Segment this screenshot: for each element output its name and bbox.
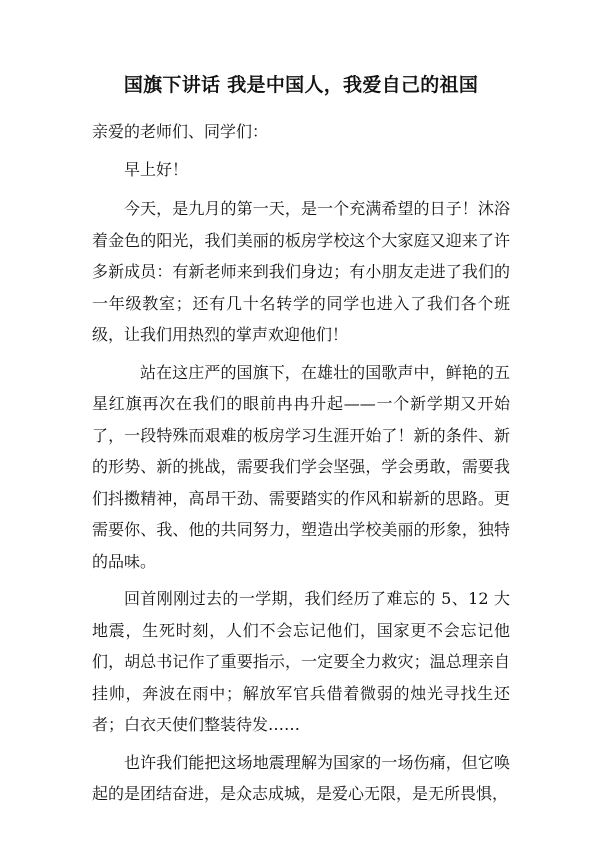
document-title: 国旗下讲话 我是中国人，我爱自己的祖国 (123, 74, 479, 96)
greeting: 早上好！ (124, 159, 189, 179)
paragraph: 站在这庄严的国旗下，在雄壮的国歌声中，鲜艳的五星红旗再次在我们的眼前冉冉升起——一个新学期又开始了，一段特殊而艰难的板房学习生涯开始了！新的条件、新的形势、新的挑战，需要我们学会坚强，学会勇敢，需要我们抖擞精神，高昂干劲、需要踏实的作风和崭新的思路。更需要你、我、他的共同努力，塑造出学校美丽的形象，独特的品味。 (92, 362, 510, 571)
paragraph: 回首刚刚过去的一学期，我们经历了难忘的 5、12 大地震，生死时刻，人们不会忘记他们，国家更不会忘记他们，胡总书记作了重要指示，一定要全力救灾；温总理亲自挂帅，奔波在雨中；解放军官兵借着微弱的烛光寻找生还者；白衣天使们整装待发…… (92, 589, 510, 734)
salutation: 亲爱的老师们、同学们： (92, 122, 269, 141)
paragraph: 今天，是九月的第一天，是一个充满希望的日子！沐浴着金色的阳光，我们美丽的板房学校这个大家庭又迎来了许多新成员：有新老师来到我们身边；有小朋友走进了我们的一年级教室；还有几十名转学的同学也进入了我们各个班级，让我们用热烈的掌声欢迎他们！ (92, 199, 510, 344)
paragraph: 也许我们能把这场地震理解为国家的一场伤痛，但它唤起的是团结奋进，是众志成城，是爱心无限，是无所畏惧， (92, 752, 510, 803)
document-body (92, 116, 510, 810)
